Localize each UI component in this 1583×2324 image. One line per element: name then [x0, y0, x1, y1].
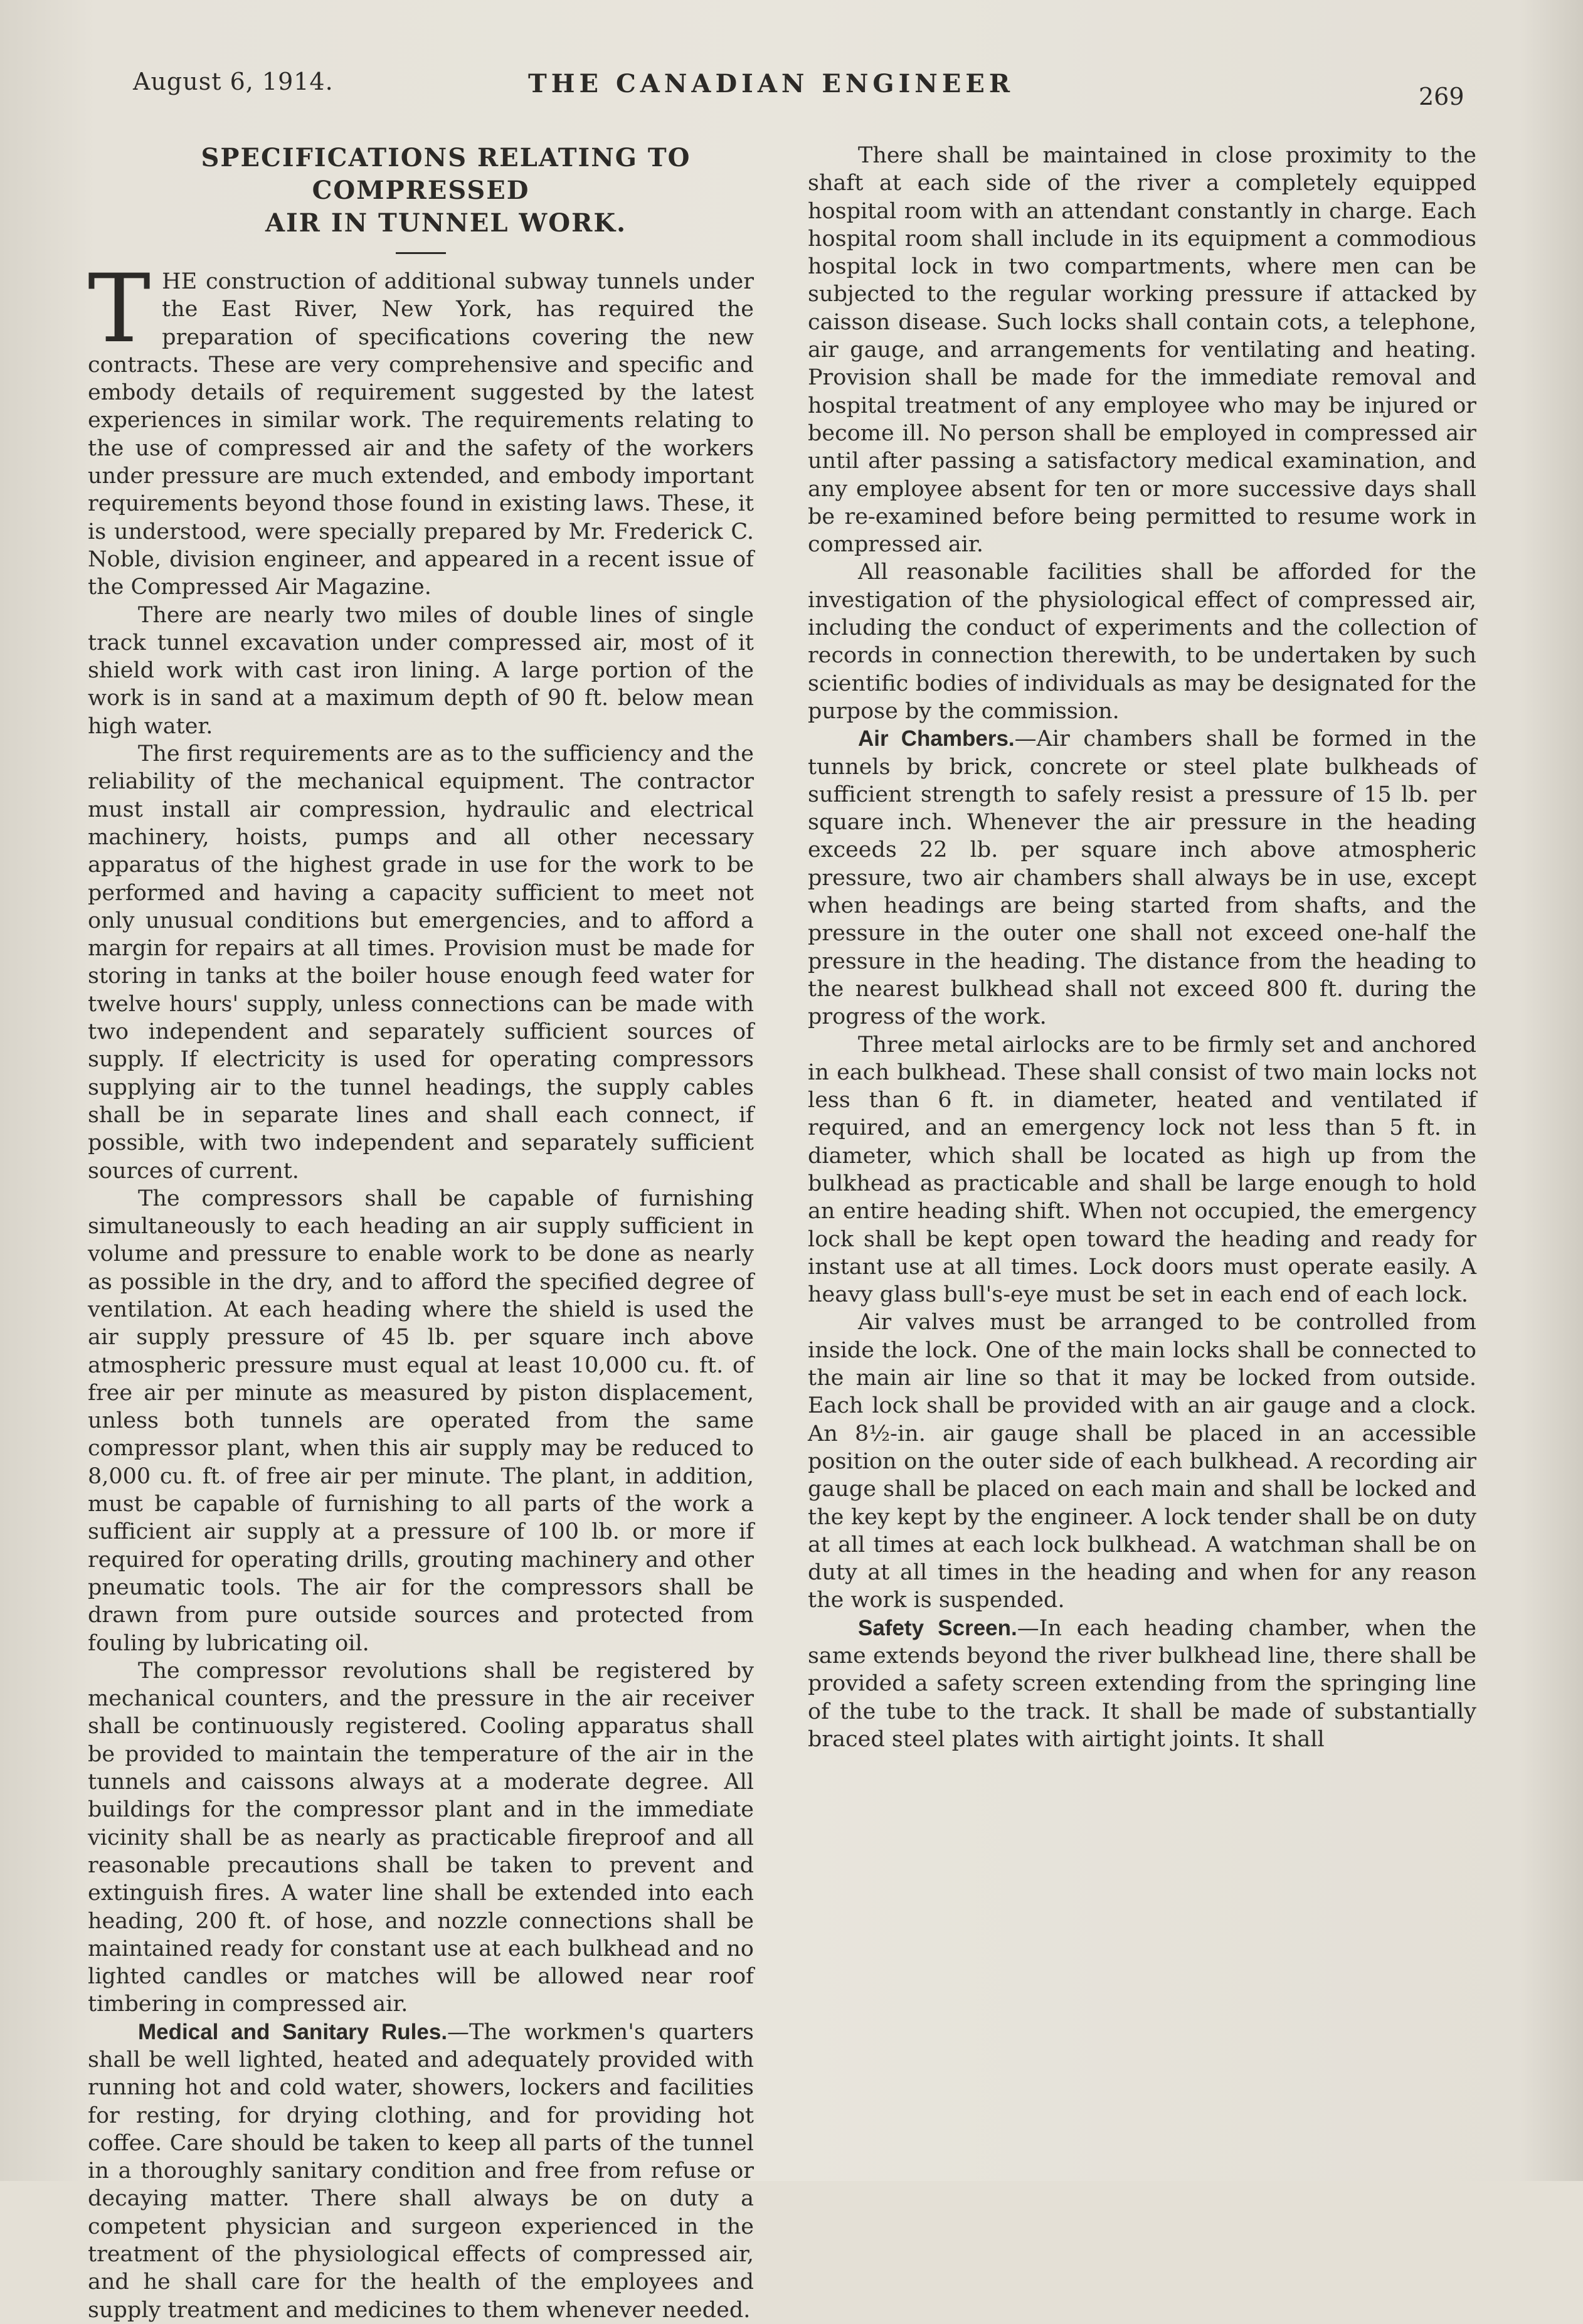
paragraph-hospital-room: There shall be maintained in close proximity to the shaft at each side of the river a completely equipped hospital room with an attendant constantly in charge. Each hospital room shall include in its equipment a commodious hospital lock in two compartments, where men can be subjected to the regular working pressure if attacked by caisson disease. Such locks shall contain cots, a telephone, air gauge, and arrangements for ventilating and heating. Provision shall be made for the immediate removal and hospital treatment of any employee who may be injured or become ill. No person shall be employed in compressed air until after passing a satisfactory medical examination, and any employee absent for ten or more successive days shall be re-examined before being permitted to resume work in compressed air.	[808, 143, 1476, 558]
page-number: 269	[1419, 83, 1464, 110]
paragraph-air-valves: Air valves must be arranged to be controlled from inside the lock. One of the main locks shall be connected to the main air line so that it may be locked from outside. Each lock shall be provided with an air gauge and a clock. An 8½-in. air gauge shall be placed in an accessible position on the outer side of each bulkhead. A recording air gauge shall be placed on each main and shall be locked and the key kept by the engineer. A lock tender shall be on duty at all times at each lock bulkhead. A watchman shall be on duty at all times in the heading and when for any reason the work is suspended.	[808, 1310, 1476, 1613]
paragraph-airlocks: Three metal airlocks are to be firmly set and anchored in each bulkhead. These shall consist of two main locks not less than 6 ft. in diameter, heated and ventilated if required, and an emergency lock not less than 5 ft. in diameter, which shall be located as high up from the bulkhead as practicable and shall be large enough to hold an entire heading shift. When not occupied, the emergency lock shall be kept open toward the heading and ready for instant use at all times. Lock doors must operate easily. A heavy glass bull's-eye must be set in each end of each lock.	[808, 1032, 1476, 1308]
paragraph-air-chambers	[808, 725, 1476, 1031]
paragraph-compressor-revolutions: The compressor revolutions shall be registered by mechanical counters, and the pressure in the air receiver shall be continuously registered. Cooling apparatus shall be provided to maintain the temperature of the air in the tunnels and caissons always at a moderate degree. All buildings for the compressor plant and in the immediate vicinity shall be as nearly as practicable fireproof and all reasonable precautions shall be taken to prevent and extinguish fires. A water line shall be extended into each heading, 200 ft. of hose, and nozzle connections shall be maintained ready for constant use at each bulkhead and no lighted candles or matches will be allowed near roof timbering in compressed air.	[88, 1658, 754, 2017]
article-title-line-2: AIR IN TUNNEL WORK.	[265, 208, 627, 238]
paragraph-safety-screen	[808, 1615, 1476, 1753]
paragraph-safety-screen-text: —In each heading chamber, when the same extends beyond the river bulkhead line, there shall be provided a safety screen extending from the springing line of the tube to the track. It shall be made of substantially braced steel plates with airtight joints. It shall	[808, 1615, 1476, 1752]
paragraph-mechanical-equipment: The first requirements are as to the sufficiency and the reliability of the mechanical equipment. The contractor must install air compression, hydraulic and electrical machinery, hoists, pumps and all other necessary apparatus of the highest grade in use for the work to be performed and having a capacity sufficient to meet not only unusual conditions but emergencies, and to afford a margin for repairs at all times. Provision must be made for storing in tanks at the boiler house enough feed water for twelve hours' supply, unless connections can be made with two independent and separately sufficient sources of supply. If electricity is used for operating compressors supplying air to the tunnel headings, the supply cables shall be in separate lines and shall each connect, if possible, with two independent and separately sufficient sources of current.	[88, 741, 754, 1184]
paragraph-air-chambers-text: —Air chambers shall be formed in the tunnels by brick, concrete or steel plate bulkheads of sufficient strength to safely resist a pressure of 15 lb. per square inch. Whenever the air pressure in the heading exceeds 22 lb. per square inch above atmospheric pressure, two air chambers shall always be in use, except when headings are being started from shafts, and the pressure in the outer one shall not exceed one-half the pressure in the heading. The distance from the heading to the nearest bulkhead shall not exceed 800 ft. during the progress of the work.	[808, 726, 1476, 1030]
heading-air-chambers: Air Chambers.	[858, 726, 1015, 751]
journal-title: THE CANADIAN ENGINEER	[528, 69, 1015, 98]
drop-cap: T	[88, 255, 151, 364]
issue-date: August 6, 1914.	[133, 68, 334, 95]
paragraph-tunnel-extent: There are nearly two miles of double lines of single track tunnel excavation under compressed air, most of it shield work with cast iron lining. A large portion of the work is in sand at a maximum depth of 90 ft. below mean high water.	[88, 602, 754, 739]
left-column	[88, 142, 754, 2324]
paragraph-intro-text: HE construction of additional subway tunnels under the East River, New York, has required the preparation of specifications covering the new contracts. These are very comprehensive and specific and embody details of requirement suggested by the latest experiences in similar work. The requirements relating to the use of compressed air and the safety of the workers under pressure are much extended, and embody important requirements beyond those found in existing laws. These, it is understood, were specially prepared by Mr. Frederick C. Noble, division engineer, and appeared in a recent issue of the Compressed Air Magazine.	[88, 269, 754, 600]
article-title-line-1: SPECIFICATIONS RELATING TO COMPRESSED	[201, 143, 691, 205]
paragraph-compressors: The compressors shall be capable of furnishing simultaneously to each heading an air supply sufficient in volume and pressure to enable work to be done as nearly as possible in the dry, and to afford the specified degree of ventilation. At each heading where the shield is used the air supply pressure of 45 lb. per square inch above atmospheric pressure must equal at least 10,000 cu. ft. of free air per minute as measured by piston displacement, unless both tunnels are operated from the same compressor plant, when this air supply may be reduced to 8,000 cu. ft. of free air per minute. The plant, in addition, must be capable of furnishing to all parts of the work a sufficient air supply at a pressure of 100 lb. or more if required for operating drills, grouting machinery and other pneumatic tools. The air for the compressors shall be drawn from pure outside sources and protected from fouling by lubricating oil.	[88, 1186, 754, 1656]
paragraph-medical-rules	[88, 2019, 754, 2324]
heading-medical-sanitary: Medical and Sanitary Rules.	[138, 2019, 448, 2044]
title-rule	[396, 252, 446, 254]
paragraph-investigation: All reasonable facilities shall be afforded for the investigation of the physiological effect of compressed air, including the conduct of experiments and the collection of records in connection therewith, to be undertaken by such scientific bodies of individuals as may be designated for the purpose by the commission.	[808, 560, 1476, 724]
paragraph-medical-text: —The workmen's quarters shall be well lighted, heated and adequately provided with running hot and cold water, showers, lockers and facilities for resting, for drying clothing, and for providing hot coffee. Care should be taken to keep all parts of the tunnel in a thoroughly sanitary condition and free from refuse or decaying matter. There shall always be on duty a competent physician and surgeon experienced in the treatment of the physiological effects of compressed air, and he shall care for the health of the employees and supply treatment and medicines to them whenever needed.	[88, 2019, 754, 2323]
page-header	[0, 68, 1583, 110]
heading-safety-screen: Safety Screen.	[858, 1615, 1017, 1640]
paragraph-intro	[88, 255, 754, 602]
right-column	[808, 142, 1476, 1753]
